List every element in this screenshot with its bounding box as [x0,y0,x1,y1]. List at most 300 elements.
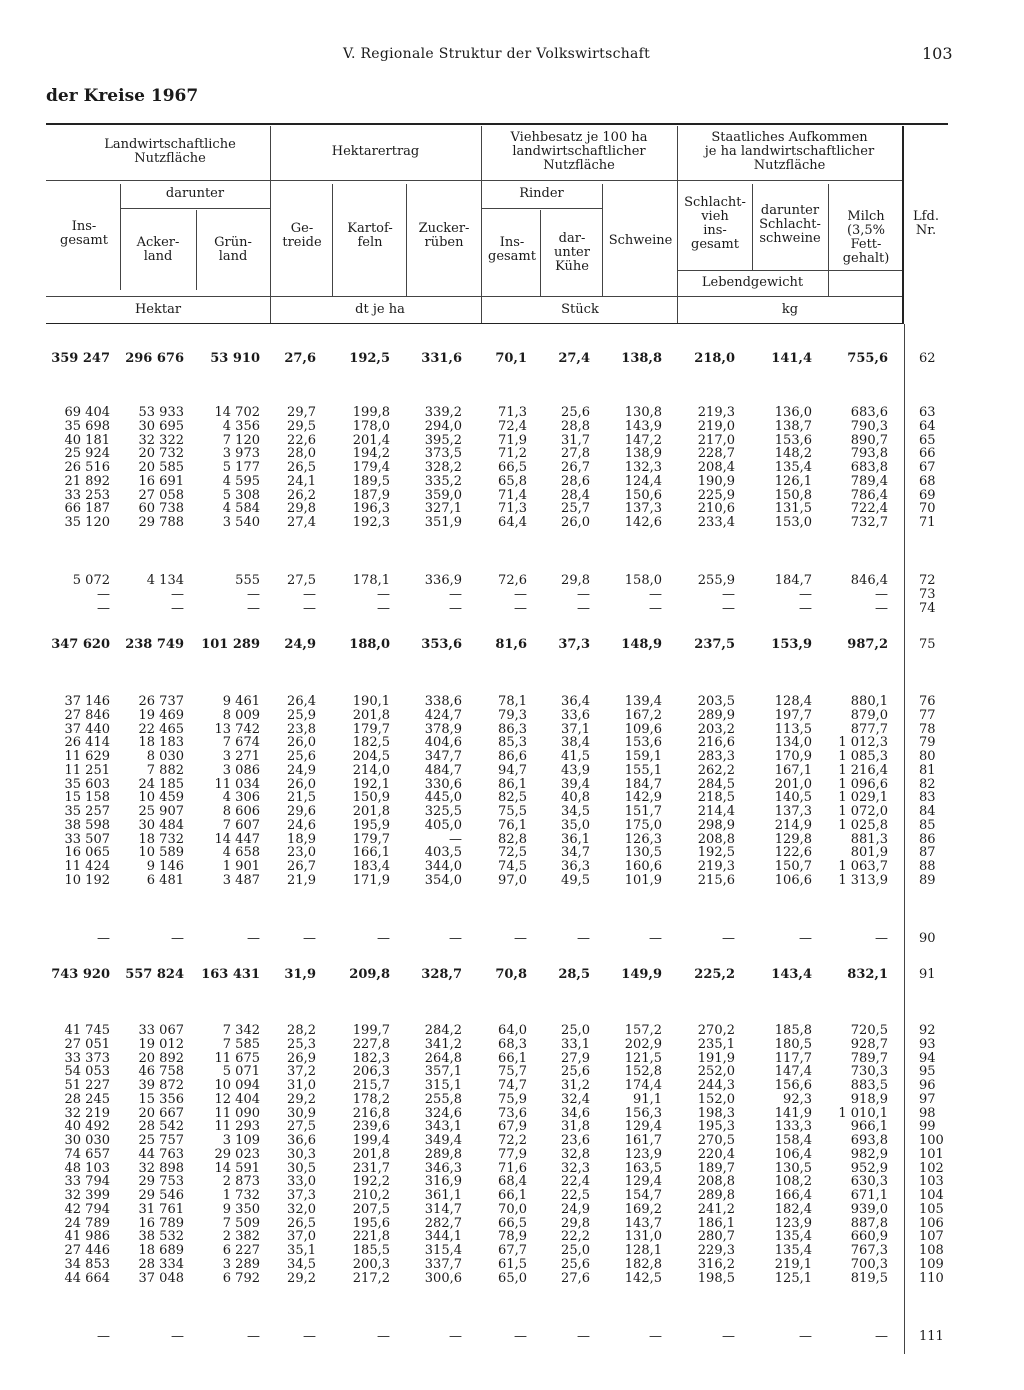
table-cell: 185,8 [774,1023,812,1038]
table-cell: — [722,586,735,602]
header-kartoffeln: Kartof- feln [347,221,393,250]
table-cell: 68,4 [498,1174,527,1190]
table-cell: 31,8 [561,1119,590,1135]
table-cell: 71,6 [498,1160,527,1176]
table-cell: 3 271 [222,749,260,764]
table-cell: — [377,600,390,616]
table-cell: 37,2 [287,1064,316,1080]
table-cell: 231,7 [352,1160,390,1176]
table-cell: 12 404 [214,1091,260,1107]
col-divider [332,184,333,296]
table-cell: 404,6 [424,735,462,751]
table-cell: 41 986 [64,1229,110,1245]
row-number: 90 [919,931,936,946]
table-cell: 793,8 [850,446,888,462]
table-cell: 131,5 [774,501,812,517]
table-cell: 32 898 [138,1160,184,1176]
table-cell: 86,6 [498,749,527,764]
table-cell: — [247,586,260,602]
table-cell: 152,0 [697,1091,735,1107]
table-cell: 3 973 [222,446,260,462]
table-cell: 199,7 [352,1023,390,1038]
table-cell: 134,0 [774,735,812,751]
table-cell: 192,2 [352,1174,390,1190]
table-cell: 343,1 [424,1119,462,1135]
table-cell: 65,0 [498,1270,527,1286]
table-cell: 70,0 [498,1201,527,1217]
table-cell: 97,0 [498,872,527,888]
table-cell: 166,1 [352,845,390,861]
table-cell: 36,4 [561,694,590,709]
table-cell: — [649,931,662,946]
row-number: 73 [919,586,936,602]
table-cell: 221,8 [352,1229,390,1245]
row-number: 99 [919,1119,936,1135]
table-cell: 135,4 [774,1229,812,1245]
running-head: V. Regionale Struktur der Volkswirtschaft [343,46,651,62]
table-cell: 18 732 [138,831,184,847]
table-cell: 35,1 [287,1243,316,1258]
table-cell: 25,6 [561,1064,590,1080]
table-cell: 24,9 [284,637,316,652]
table-cell: 378,9 [424,721,462,737]
table-cell: 26,9 [287,1050,316,1066]
table-cell: 27,6 [284,351,316,366]
table-cell: 207,5 [352,1201,390,1217]
col-divider [828,184,829,296]
table-cell: — [377,931,390,946]
table-cell: 143,9 [624,418,662,434]
table-cell: 344,1 [424,1229,462,1245]
table-cell: 403,5 [424,845,462,861]
table-cell: 23,0 [287,845,316,861]
table-cell: — [97,600,110,616]
row-number: 84 [919,804,936,819]
table-cell: 32,4 [561,1091,590,1107]
row-number: 85 [919,817,936,833]
table-cell: — [97,586,110,602]
table-cell: 79,3 [498,707,527,723]
row-number: 106 [919,1215,944,1231]
table-cell: 37,3 [558,637,590,652]
table-cell: 7 882 [146,762,184,778]
table-cell: 67,7 [498,1243,527,1258]
table-cell: 71,2 [498,446,527,462]
table-cell: 71,4 [498,487,527,503]
table-cell: 53 933 [138,405,184,420]
table-cell: 1 072,0 [838,804,888,819]
header-lebendgewicht: Lebendgewicht [701,275,804,290]
table-cell: 351,9 [424,515,462,530]
table-cell: 346,3 [424,1160,462,1176]
table-cell: 121,5 [624,1050,662,1066]
table-cell: 182,8 [624,1256,662,1272]
table-cell: 40 492 [64,1119,110,1135]
table-cell: 1 025,8 [838,817,888,833]
table-cell: 36,6 [287,1133,316,1148]
table-cell: 169,2 [624,1201,662,1217]
table-cell: 24,9 [287,762,316,778]
table-cell: 30,9 [287,1105,316,1121]
header-viehbesatz: Viehbesatz je 100 ha landwirtschaftlicher Nutzfläche [510,130,648,173]
table-cell: 289,8 [424,1146,462,1162]
table-cell: 660,9 [850,1229,888,1245]
table-cell: — [303,600,316,616]
table-cell: — [97,1329,110,1344]
table-cell: 208,4 [697,460,735,475]
table-cell: — [514,600,527,616]
table-cell: 23,6 [561,1133,590,1148]
table-cell: 335,2 [424,473,462,489]
table-cell: 82,8 [498,831,527,847]
table-cell: 37,1 [561,721,590,737]
table-cell: 153,9 [771,637,812,652]
table-cell: 72,6 [498,573,527,588]
table-cell: 33 794 [64,1174,110,1190]
table-cell: 233,4 [697,515,735,530]
table-cell: 32 399 [64,1188,110,1203]
table-cell: 262,2 [697,762,735,778]
table-cell: 1 012,3 [838,735,888,751]
table-cell: 86,1 [498,776,527,792]
table-cell: 188,0 [349,637,390,652]
table-cell: 195,6 [352,1215,390,1231]
table-cell: 25,3 [287,1036,316,1052]
table-cell: 29,8 [561,1215,590,1231]
table-cell: 26,0 [561,515,590,530]
table-cell: 30 030 [64,1133,110,1148]
table-cell: 720,5 [850,1023,888,1038]
table-cell: 179,7 [352,721,390,737]
table-cell: 108,2 [774,1174,812,1190]
row-number: 94 [919,1050,936,1066]
row-number: 71 [919,515,936,530]
table-cell: — [97,931,110,946]
table-cell: — [799,586,812,602]
table-cell: 330,6 [424,776,462,792]
table-cell: 424,7 [424,707,462,723]
table-cell: 225,2 [694,967,735,982]
table-cell: — [649,600,662,616]
table-cell: 264,8 [424,1050,462,1066]
table-cell: 11 424 [64,859,110,874]
table-cell: 191,9 [697,1050,735,1066]
table-cell: 37 146 [64,694,110,709]
table-cell: 158,0 [624,573,662,588]
table-cell: 203,5 [697,694,735,709]
table-cell: 71,3 [498,405,527,420]
table-cell: 29 023 [214,1146,260,1162]
table-cell: 195,3 [697,1119,735,1135]
table-cell: 60 738 [138,501,184,517]
table-cell: 109,6 [624,721,662,737]
table-cell: 214,9 [774,817,812,833]
table-cell: 201,8 [352,804,390,819]
table-cell: — [171,931,184,946]
row-number: 82 [919,776,936,792]
table-cell: 29,8 [561,573,590,588]
table-cell: 167,2 [624,707,662,723]
table-cell: 147,2 [624,432,662,448]
table-cell: 204,5 [352,749,390,764]
table-cell: 801,9 [850,845,888,861]
table-cell: 151,7 [624,804,662,819]
table-cell: 64,4 [498,515,527,530]
table-cell: 11 675 [214,1050,260,1066]
table-cell: 786,4 [850,487,888,503]
table-cell: 25,6 [287,749,316,764]
table-cell: 11 090 [214,1105,260,1121]
table-cell: 201,0 [774,776,812,792]
table-cell: 31,2 [561,1078,590,1093]
table-cell: 215,6 [697,872,735,888]
row-number: 68 [919,473,936,489]
table-cell: 20 585 [138,460,184,475]
table-cell: — [449,831,462,847]
table-cell: 77,9 [498,1146,527,1162]
table-cell: 5 072 [72,573,110,588]
table-cell: 78,9 [498,1229,527,1245]
table-cell: 28,6 [561,473,590,489]
table-cell: 28 245 [64,1091,110,1107]
table-cell: 11 293 [214,1119,260,1135]
table-cell: — [303,931,316,946]
header-hektar: Hektar [134,302,182,317]
table-cell: 202,9 [624,1036,662,1052]
row-number: 78 [919,721,936,737]
row-number: 88 [919,859,936,874]
table-cell: 1 029,1 [838,790,888,806]
table-cell: 28,4 [561,487,590,503]
table-cell: 790,3 [850,418,888,434]
table-cell: 270,5 [697,1133,735,1148]
table-cell: 26,7 [561,460,590,475]
row-number: 64 [919,418,936,434]
table-cell: 928,7 [850,1036,888,1052]
table-cell: 26 516 [64,460,110,475]
row-number: 91 [919,967,936,982]
table-cell: — [247,600,260,616]
table-cell: — [649,586,662,602]
table-cell: 25,6 [561,1256,590,1272]
row-number: 62 [919,351,936,366]
table-cell: 40 181 [64,432,110,448]
header-hektarertrag: Hektarertrag [331,144,420,159]
table-cell: 4 595 [222,473,260,489]
row-number: 67 [919,460,936,475]
table-cell: 767,3 [850,1243,888,1258]
table-cell: 91,1 [633,1091,662,1107]
table-cell: 189,7 [697,1160,735,1176]
table-cell: 51 227 [64,1078,110,1093]
table-cell: 881,3 [850,831,888,847]
table-cell: 16 691 [138,473,184,489]
table-cell: 282,7 [424,1215,462,1231]
table-cell: 14 591 [214,1160,260,1176]
table-cell: 133,3 [774,1119,812,1135]
table-cell: 26,0 [287,776,316,792]
table-cell: 1 216,4 [838,762,888,778]
table-cell: 75,9 [498,1091,527,1107]
table-cell: 192,5 [697,845,735,861]
table-cell: 4 658 [222,845,260,861]
table-cell: 122,6 [774,845,812,861]
table-cell: 7 674 [222,735,260,751]
table-cell: 30 695 [138,418,184,434]
table-cell: 3 289 [222,1256,260,1272]
table-cell: 683,6 [850,405,888,420]
table-cell: — [303,586,316,602]
table-cell: 8 030 [146,749,184,764]
table-cell: — [377,1329,390,1344]
table-cell: 179,7 [352,831,390,847]
row-number: 104 [919,1188,944,1203]
table-cell: 78,1 [498,694,527,709]
table-cell: 199,8 [352,405,390,420]
row-number: 103 [919,1174,944,1190]
table-cell: 7 607 [222,817,260,833]
table-cell: 150,6 [624,487,662,503]
table-cell: 65,8 [498,473,527,489]
table-cell: 35 603 [64,776,110,792]
table-cell: 982,9 [850,1146,888,1162]
table-cell: 201,8 [352,707,390,723]
table-cell: 35,0 [561,817,590,833]
table-cell: 161,7 [624,1133,662,1148]
table-cell: 215,7 [352,1078,390,1093]
table-cell: 1 085,3 [838,749,888,764]
table-cell: 32,0 [287,1201,316,1217]
table-cell: 34,5 [287,1256,316,1272]
table-cell: 29 788 [138,515,184,530]
table-cell: 10 192 [64,872,110,888]
table-cell: 71,9 [498,432,527,448]
table-cell: 29,6 [287,804,316,819]
table-cell: 142,6 [624,515,662,530]
row-number: 95 [919,1064,936,1080]
table-cell: 66,5 [498,1215,527,1231]
table-cell: 152,8 [624,1064,662,1080]
header-schlachtvieh: Schlacht- vieh ins- gesamt [684,195,746,252]
table-cell: 106,4 [774,1146,812,1162]
row-number: 66 [919,446,936,462]
table-cell: 252,0 [697,1064,735,1080]
table-cell: 37,0 [287,1229,316,1245]
table-cell: 24,1 [287,473,316,489]
table-cell: — [247,1329,260,1344]
table-cell: 37 048 [138,1270,184,1286]
table-cell: 3 086 [222,762,260,778]
table-cell: 314,7 [424,1201,462,1217]
table-cell: 129,4 [624,1174,662,1190]
table-cell: 11 629 [64,749,110,764]
table-cell: — [799,931,812,946]
table-cell: 4 584 [222,501,260,517]
table-cell: 244,3 [697,1078,735,1093]
table-cell: — [303,1329,316,1344]
header-milch: Milch (3,5% Fett- gehalt) [842,209,890,266]
header-insgesamt: Ins- gesamt [60,219,108,248]
table-cell: 29,2 [287,1270,316,1286]
table-cell: 124,4 [624,473,662,489]
table-cell: 283,3 [697,749,735,764]
table-cell: 175,0 [624,817,662,833]
table-cell: 341,2 [424,1036,462,1052]
table-cell: 328,2 [424,460,462,475]
table-cell: 359 247 [51,351,110,366]
table-cell: 61,5 [498,1256,527,1272]
table-cell: 179,4 [352,460,390,475]
table-cell: 832,1 [847,967,888,982]
table-cell: 29,2 [287,1091,316,1107]
table-cell: 315,4 [424,1243,462,1258]
table-cell: 128,1 [624,1243,662,1258]
table-cell: 29 753 [138,1174,184,1190]
table-cell: 27,8 [561,446,590,462]
table-cell: 22,4 [561,1174,590,1190]
header-dtjeha: dt je ha [355,302,405,317]
table-cell: 153,6 [774,432,812,448]
table-cell: 187,9 [352,487,390,503]
table-cell: 24 185 [138,776,184,792]
table-cell: — [799,600,812,616]
table-cell: 1 901 [222,859,260,874]
table-cell: 29,5 [287,418,316,434]
table-cell: 327,1 [424,501,462,517]
row-number: 81 [919,762,936,778]
table-cell: 74,5 [498,859,527,874]
col-divider [602,184,603,296]
table-cell: 4 134 [146,573,184,588]
row-number: 74 [919,600,936,616]
header-rule [481,208,602,209]
table-cell: 29,7 [287,405,316,420]
table-cell: 357,1 [424,1064,462,1080]
table-cell: 1 096,6 [838,776,888,792]
table-cell: — [875,586,888,602]
table-cell: — [577,1329,590,1344]
table-cell: 25 907 [138,804,184,819]
table-cell: 130,8 [624,405,662,420]
table-cell: 219,3 [697,405,735,420]
table-cell: 296 676 [125,351,184,366]
table-cell: 1 063,7 [838,859,888,874]
table-cell: 158,4 [774,1133,812,1148]
table-cell: 68,3 [498,1036,527,1052]
table-cell: 209,8 [349,967,390,982]
table-cell: 21 892 [64,473,110,489]
table-cell: 280,7 [697,1229,735,1245]
table-cell: 349,4 [424,1133,462,1148]
table-cell: 75,5 [498,804,527,819]
table-cell: 126,1 [774,473,812,489]
table-cell: 150,9 [352,790,390,806]
table-cell: 31 761 [138,1201,184,1217]
table-cell: 227,8 [352,1036,390,1052]
table-cell: 198,3 [697,1105,735,1121]
row-number: 63 [919,405,936,420]
table-cell: 270,2 [697,1023,735,1038]
table-cell: 354,0 [424,872,462,888]
table-cell: 81,6 [495,637,527,652]
table-cell: 71,3 [498,501,527,517]
table-cell: 32 219 [64,1105,110,1121]
table-cell: — [577,931,590,946]
table-cell: 26 737 [138,694,184,709]
header-schweine: Schweine [608,233,673,248]
table-cell: — [875,931,888,946]
table-cell: 123,9 [774,1215,812,1231]
